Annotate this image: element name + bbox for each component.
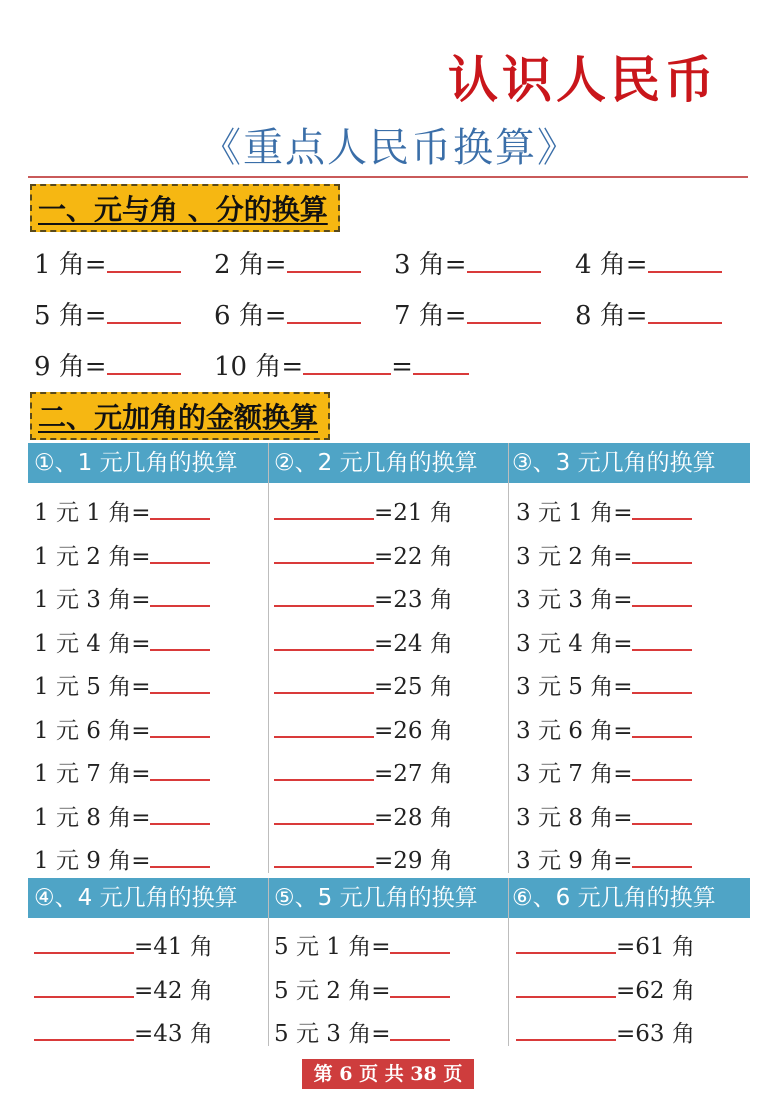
row-text: =28 角: [374, 804, 453, 831]
table-row: [34, 712, 210, 745]
row-text: =23 角: [374, 587, 453, 613]
table-row: [516, 799, 692, 832]
answer-blank: [150, 517, 210, 520]
table2-header-col3: ⑥、6 元几角的换算: [512, 885, 716, 911]
table2-header-col1: ④、4 元几角的换算: [34, 885, 238, 911]
answer-blank: [150, 822, 210, 825]
table-row: [516, 494, 692, 527]
answer-blank: [274, 865, 374, 868]
table2-header: [28, 878, 750, 918]
answer-blank: [34, 951, 134, 954]
table-row: [516, 1015, 695, 1048]
row-text: =27 角: [374, 761, 453, 787]
answer-blank: [632, 865, 692, 868]
equals-sign: =: [391, 352, 413, 382]
exercise-6: 6 角=: [214, 295, 361, 332]
answer-blank: [150, 778, 210, 781]
row-text: 5 元 3 角=: [274, 1021, 391, 1047]
row-text: 1 元 3 角=: [34, 587, 151, 613]
row-text: 1 元 8 角=: [34, 804, 151, 831]
answer-blank: [390, 995, 450, 998]
answer-blank: [150, 735, 210, 738]
row-text: 3 元 9 角=: [516, 848, 633, 874]
table-row: [34, 538, 210, 571]
table1-header: [28, 443, 750, 483]
table-row: [516, 712, 692, 745]
table1-divider: [508, 443, 509, 873]
exercise-8: 8 角=: [575, 295, 722, 332]
table-row: [274, 538, 453, 571]
table-row: [34, 842, 210, 875]
row-text: 3 元 1 角=: [516, 500, 633, 526]
answer-blank: [516, 1038, 616, 1041]
row-text: =29 角: [374, 848, 453, 874]
row-text: 1 元 4 角=: [34, 630, 151, 657]
section1-header: 一、元与角 、分的换算: [30, 184, 340, 232]
exercise-1: 1 角=: [34, 244, 181, 281]
row-text: 3 元 5 角=: [516, 674, 633, 700]
row-text: 1 元 9 角=: [34, 848, 151, 874]
table-row: [34, 755, 210, 788]
row-text: =42 角: [134, 977, 213, 1004]
answer-blank: [274, 778, 374, 781]
table-row: [274, 842, 453, 875]
answer-blank: [632, 561, 692, 564]
table-row: [274, 581, 453, 614]
table-row: [516, 755, 692, 788]
table-row: [516, 972, 695, 1005]
answer-blank: [632, 822, 692, 825]
table-row: [34, 625, 210, 658]
row-text: =25 角: [374, 674, 453, 700]
exercise-3: 3 角=: [394, 244, 541, 281]
row-text: 1 元 7 角=: [34, 761, 151, 787]
section2-header: 二、元加角的金额换算: [30, 392, 330, 440]
table1-header-col2: ②、2 元几角的换算: [274, 450, 478, 476]
table-row: [274, 668, 453, 701]
answer-blank: [274, 822, 374, 825]
answer-blank: [632, 691, 692, 694]
answer-blank: [34, 995, 134, 998]
title-divider: [28, 176, 748, 178]
answer-blank: [150, 865, 210, 868]
row-text: =26 角: [374, 717, 453, 744]
row-text: =22 角: [374, 543, 453, 570]
table-row: [274, 928, 450, 961]
table2-divider: [268, 878, 269, 1046]
row-text: 1 元 5 角=: [34, 674, 151, 700]
table-row: [34, 581, 210, 614]
table-row: [34, 1015, 213, 1048]
table-row: [516, 842, 692, 875]
answer-blank: [150, 604, 210, 607]
answer-blank: [150, 691, 210, 694]
table-row: [274, 712, 453, 745]
exercise-5: 5 角=: [34, 295, 181, 332]
exercise-2: 2 角=: [214, 244, 361, 281]
exercise-4: 4 角=: [575, 244, 722, 281]
answer-blank: [274, 735, 374, 738]
answer-blank: [274, 561, 374, 564]
table-row: [516, 928, 695, 961]
table-row: [34, 799, 210, 832]
page-number: 第 6 页 共 38 页: [302, 1059, 474, 1089]
answer-blank: [390, 1038, 450, 1041]
row-text: 3 元 3 角=: [516, 587, 633, 613]
answer-blank: [274, 604, 374, 607]
table2-divider: [508, 878, 509, 1046]
row-text: =24 角: [374, 630, 453, 657]
row-text: =61 角: [616, 934, 695, 960]
row-text: 5 元 1 角=: [274, 934, 391, 960]
row-text: 3 元 6 角=: [516, 717, 633, 744]
answer-blank: [632, 735, 692, 738]
exercise-7: 7 角=: [394, 295, 541, 332]
answer-blank: [632, 517, 692, 520]
brand-title: 认识人民币: [448, 51, 718, 109]
answer-blank: [34, 1038, 134, 1041]
answer-blank: [274, 517, 374, 520]
answer-blank: [632, 778, 692, 781]
table-row: [34, 972, 213, 1005]
row-text: 3 元 8 角=: [516, 804, 633, 831]
row-text: =41 角: [134, 934, 213, 960]
row-text: 1 元 1 角=: [34, 500, 151, 526]
row-text: 3 元 4 角=: [516, 630, 633, 657]
row-text: 5 元 2 角=: [274, 977, 391, 1004]
row-text: 1 元 2 角=: [34, 543, 151, 570]
row-text: =62 角: [616, 977, 695, 1004]
table-row: [274, 972, 450, 1005]
table2-header-col2: ⑤、5 元几角的换算: [274, 885, 478, 911]
table-row: [274, 755, 453, 788]
table-row: [274, 799, 453, 832]
answer-blank: [150, 561, 210, 564]
table-row: [274, 1015, 450, 1048]
row-text: 3 元 7 角=: [516, 761, 633, 787]
table-row: [274, 625, 453, 658]
answer-blank: [632, 604, 692, 607]
table-row: [516, 625, 692, 658]
row-text: 3 元 2 角=: [516, 543, 633, 570]
answer-blank: [150, 648, 210, 651]
table1-header-col3: ③、3 元几角的换算: [512, 450, 716, 476]
table1-divider: [268, 443, 269, 873]
page-title: 《重点人民币换算》: [201, 125, 579, 171]
answer-blank: [274, 691, 374, 694]
table-row: [274, 494, 453, 527]
table-row: [34, 494, 210, 527]
row-text: =21 角: [374, 500, 453, 526]
table-row: [34, 668, 210, 701]
row-text: 1 元 6 角=: [34, 717, 151, 744]
answer-blank: [390, 951, 450, 954]
table-row: [516, 668, 692, 701]
answer-blank: [632, 648, 692, 651]
table-row: [34, 928, 213, 961]
table-row: [516, 581, 692, 614]
answer-blank: [516, 995, 616, 998]
answer-blank: [274, 648, 374, 651]
answer-blank: [516, 951, 616, 954]
row-text: =63 角: [616, 1021, 695, 1047]
exercise-9: 9 角=: [34, 346, 181, 383]
row-text: =43 角: [134, 1021, 213, 1047]
table-row: [516, 538, 692, 571]
exercise-10: 10 角= =: [214, 346, 469, 383]
table1-header-col1: ①、1 元几角的换算: [34, 450, 238, 476]
